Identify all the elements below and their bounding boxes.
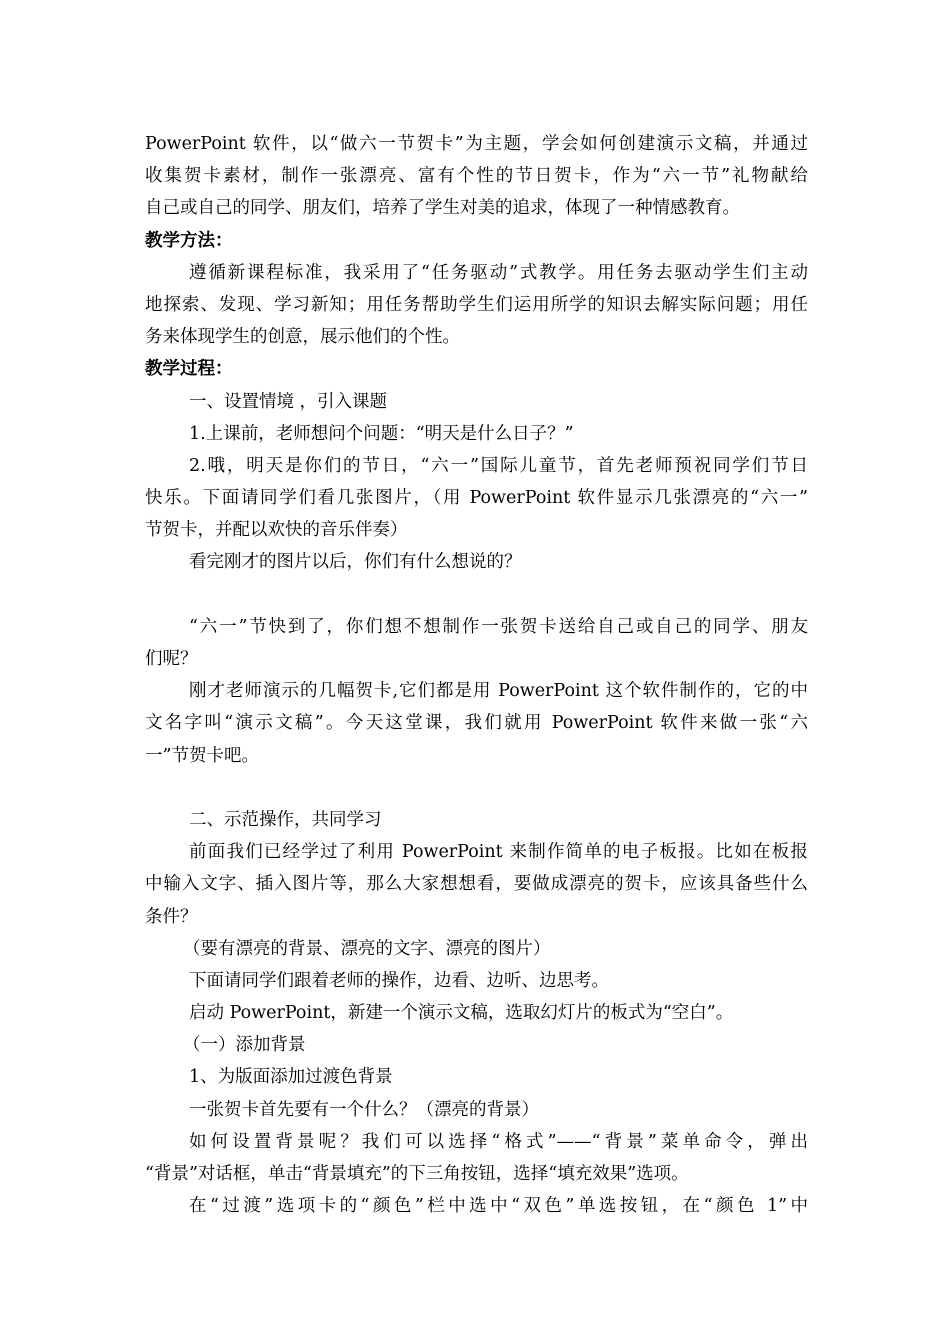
method-heading: 教学方法：: [145, 230, 233, 251]
before-para-line-3: 条件？: [145, 906, 198, 927]
howbg-line-1: 如何设置背景呢？我们可以选择“格式”——“背景”菜单命令，弹出: [189, 1131, 808, 1152]
answer-conditions: （要有漂亮的背景、漂亮的文字、漂亮的图片）: [183, 938, 551, 959]
before-para-line-2: 中输入文字、插入图片等，那么大家想想看，要做成漂亮的贺卡，应该具备些什么: [145, 874, 808, 895]
follow-teacher: 下面请同学们跟着老师的操作，边看、边听、边思考。: [189, 970, 609, 991]
intro-line-1: PowerPoint 软件，以“做六一节贺卡”为主题，学会如何创建演示文稿，并通过: [145, 134, 808, 154]
card-para-line-1: “六一”节快到了，你们想不想制作一张贺卡送给自己或自己的同学、朋友: [189, 616, 808, 637]
ppt-para-line-3: 一”节贺卡吧。: [145, 745, 259, 766]
question-bg: 一张贺卡首先要有一个什么？（漂亮的背景）: [189, 1099, 539, 1120]
process-heading: 教学过程：: [145, 359, 233, 380]
intro-line-2: 收集贺卡素材，制作一张漂亮、富有个性的节日贺卡，作为“六一节”礼物献给: [145, 166, 808, 187]
section2-title: 二、示范操作，共同学习: [189, 809, 382, 830]
item-1: 1.上课前，老师想问个问题：“明天是什么日子？”: [189, 423, 574, 444]
blank-line: [145, 579, 808, 611]
sub-section-1: （一）添加背景: [183, 1035, 306, 1056]
before-para-line-1: 前面我们已经学过了利用 PowerPoint 来制作简单的电子板报。比如在板报: [189, 842, 808, 863]
method-line-2: 地探索、发现、学习新知；用任务帮助学生们运用所学的知识去解实际问题；用任: [145, 294, 808, 315]
question-1: 看完刚才的图片以后，你们有什么想说的？: [189, 552, 522, 573]
card-para-line-2: 们呢？: [145, 649, 198, 669]
item2-line-1: 2.哦，明天是你们的节日，“六一”国际儿童节，首先老师预祝同学们节日: [189, 455, 808, 476]
method-line-3: 务来体现学生的创意，展示他们的个性。: [145, 327, 460, 348]
document-page: [145, 128, 808, 1222]
howbg-line-2: “背景”对话框，单击“背景填充”的下三角按钮，选择“填充效果”选项。: [145, 1164, 689, 1184]
ppt-para-line-2: 文名字叫“演示文稿”。今天这堂课，我们就用 PowerPoint 软件来做一张“六: [145, 713, 808, 734]
transition-line: 在“过渡”选项卡的“颜色”栏中选中“双色”单选按钮，在“颜色 1”中: [189, 1196, 808, 1217]
blank-line: [145, 772, 808, 804]
intro-line-3: 自己或自己的同学、朋友们，培养了学生对美的追求，体现了一种情感教育。: [145, 198, 740, 219]
item2-line-3: 节贺卡，并配以欢快的音乐伴奏）: [145, 520, 408, 541]
ppt-para-line-1: 刚才老师演示的几幅贺卡,它们都是用 PowerPoint 这个软件制作的，它的中: [189, 681, 808, 702]
start-ppt: 启动 PowerPoint，新建一个演示文稿，选取幻灯片的板式为“空白”。: [189, 1003, 734, 1024]
method-line-1: 遵循新课程标准，我采用了“任务驱动”式教学。用任务去驱动学生们主动: [189, 262, 808, 283]
step-1: 1、为版面添加过渡色背景: [189, 1067, 393, 1088]
item2-line-2: 快乐。下面请同学们看几张图片，（用 PowerPoint 软件显示几张漂亮的“六一”: [145, 488, 808, 509]
section1-title: 一、设置情境 ，引入课题: [189, 391, 388, 412]
